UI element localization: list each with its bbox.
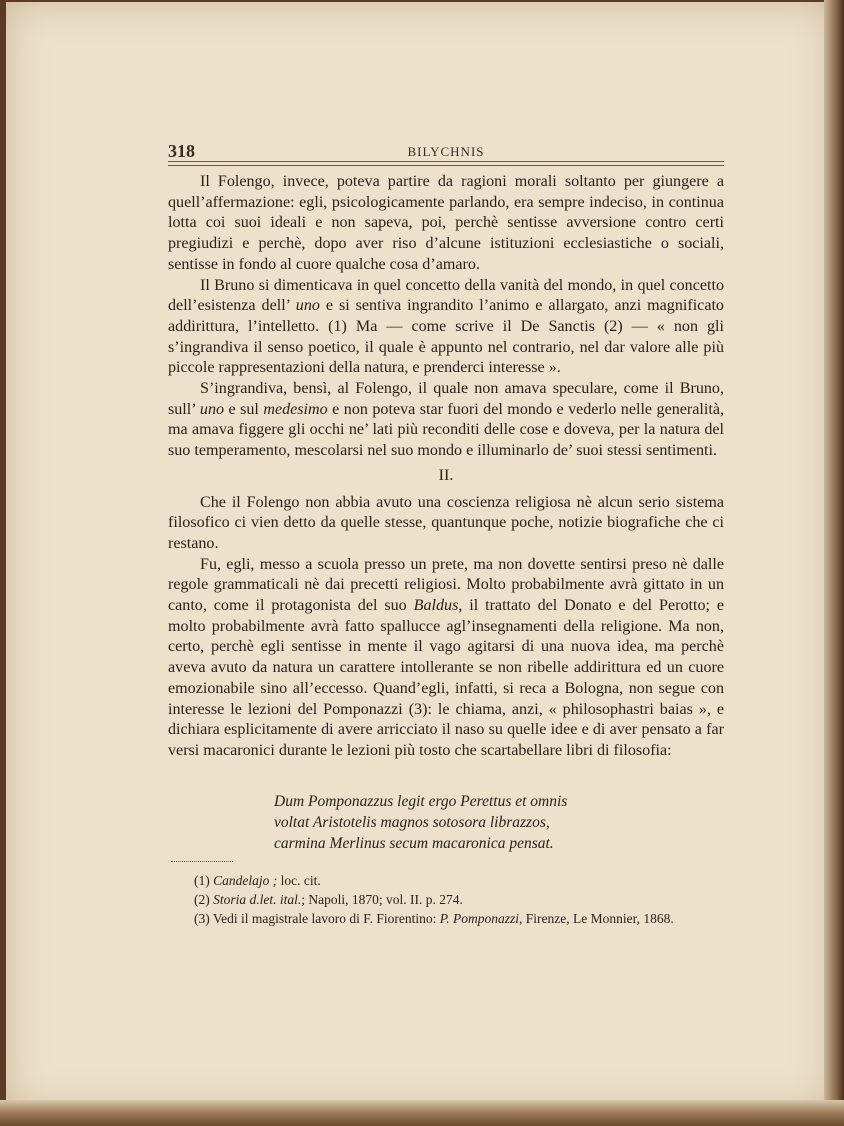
page-stack-edge-bottom <box>0 1100 844 1126</box>
verse-line: Dum Pomponazzus legit ergo Perettus et omnis <box>274 793 568 810</box>
footnote-3: (3) Vedi il magistrale lavoro di F. Fiorentino: P. Pomponazzi, Firenze, Le Monnier, 1868. <box>194 911 674 926</box>
page-stack-edge-right <box>824 0 844 1126</box>
footnote-2: (2) Storia d.let. ital.; Napoli, 1870; vol. II. p. 274. <box>194 892 463 907</box>
section-heading: II. <box>438 466 454 484</box>
paragraph: Il Bruno si dimenticava in quel concetto della vanità del mondo, in quel concetto dell’esistenza dell’ uno e si sentiva ingrandito l’animo e allargato, anzi magnificato addirittura, l’intelletto. (1) Ma — come scrive il De Sanctis (2) — « non gli s’ingrandiva il senso poetico, il quale è appunto nel contrario, nel dar valore alle più piccole rappresentazioni della natura, e prenderci interesse ». <box>168 276 724 377</box>
verse-line: carmina Merlinus secum macaronica pensat. <box>274 835 554 852</box>
running-title: BILYCHNIS <box>407 144 485 159</box>
footnote-separator <box>171 861 233 862</box>
paragraph: Che il Folengo non abbia avuto una coscienza religiosa nè alcun serio sistema filosofico ci vien detto da quelle stesse, quantunque poche, notizie biografiche che ci restano. <box>168 493 724 552</box>
page-number: 318 <box>168 141 195 161</box>
verse-quotation <box>274 791 724 854</box>
paragraph: Il Folengo, invece, poteva partire da ragioni morali soltanto per giungere a quell’affermazione: egli, psicologicamente parlando, era sempre indeciso, in continua lotta coi suoi ideali e non sapeva, poi, perchè sentisse avversione contro certi pregiudizi e perchè, dopo aver riso d’alcune istituzioni ecclesiastiche o sociali, sentisse in fondo al cuore qualche cosa d’amaro. <box>168 173 724 273</box>
verse-line: voltat Aristotelis magnos sotosora librazzos, <box>274 814 550 831</box>
header-rule <box>168 161 724 162</box>
header-rule-double <box>168 165 724 166</box>
paragraph: S’ingrandiva, bensì, al Folengo, il quale non amava speculare, come il Bruno, sull’ uno e sul medesimo e non poteva star fuori del mondo e vederlo nelle generalità, ma amava figgere gli occhi ne’ lati più reconditi delle cose e doveva, per la natura del suo temperamento, mescolarsi nel suo mondo e illuminarlo de’ suoi stessi sentimenti. <box>168 380 724 460</box>
paragraph: Fu, egli, messo a scuola presso un prete, ma non dovette sentirsi preso nè dalle regole grammaticali nè dai precetti religiosi. Molto probabilmente avrà gittato in un canto, come il protagonista del suo Baldus, il trattato del Donato e del Perotto; e molto probabilmente avrà fatto spallucce agl’insegnamenti della religione. Ma non, certo, perchè egli sentisse in mente il vago agitarsi di una nuova idea, ma perchè aveva avuto da natura un carattere intollerante se non ribelle addirittura ed un cuore emozionabile sino all’eccesso. Quand’egli, infatti, si reca a Bologna, non segue con interesse le lezioni del Pomponazzi (3): le chiama, anzi, « philosophastri baias », e dichiara esplicitamente di avere arricciato il naso su quelle idee e di aver pensato a far versi macaronici durante le lezioni più tosto che scartabellare libri di filosofia: <box>168 555 724 759</box>
main-text <box>168 172 724 762</box>
footnote-1: (1) Candelajo ; loc. cit. <box>194 873 321 888</box>
footnotes <box>168 871 724 928</box>
